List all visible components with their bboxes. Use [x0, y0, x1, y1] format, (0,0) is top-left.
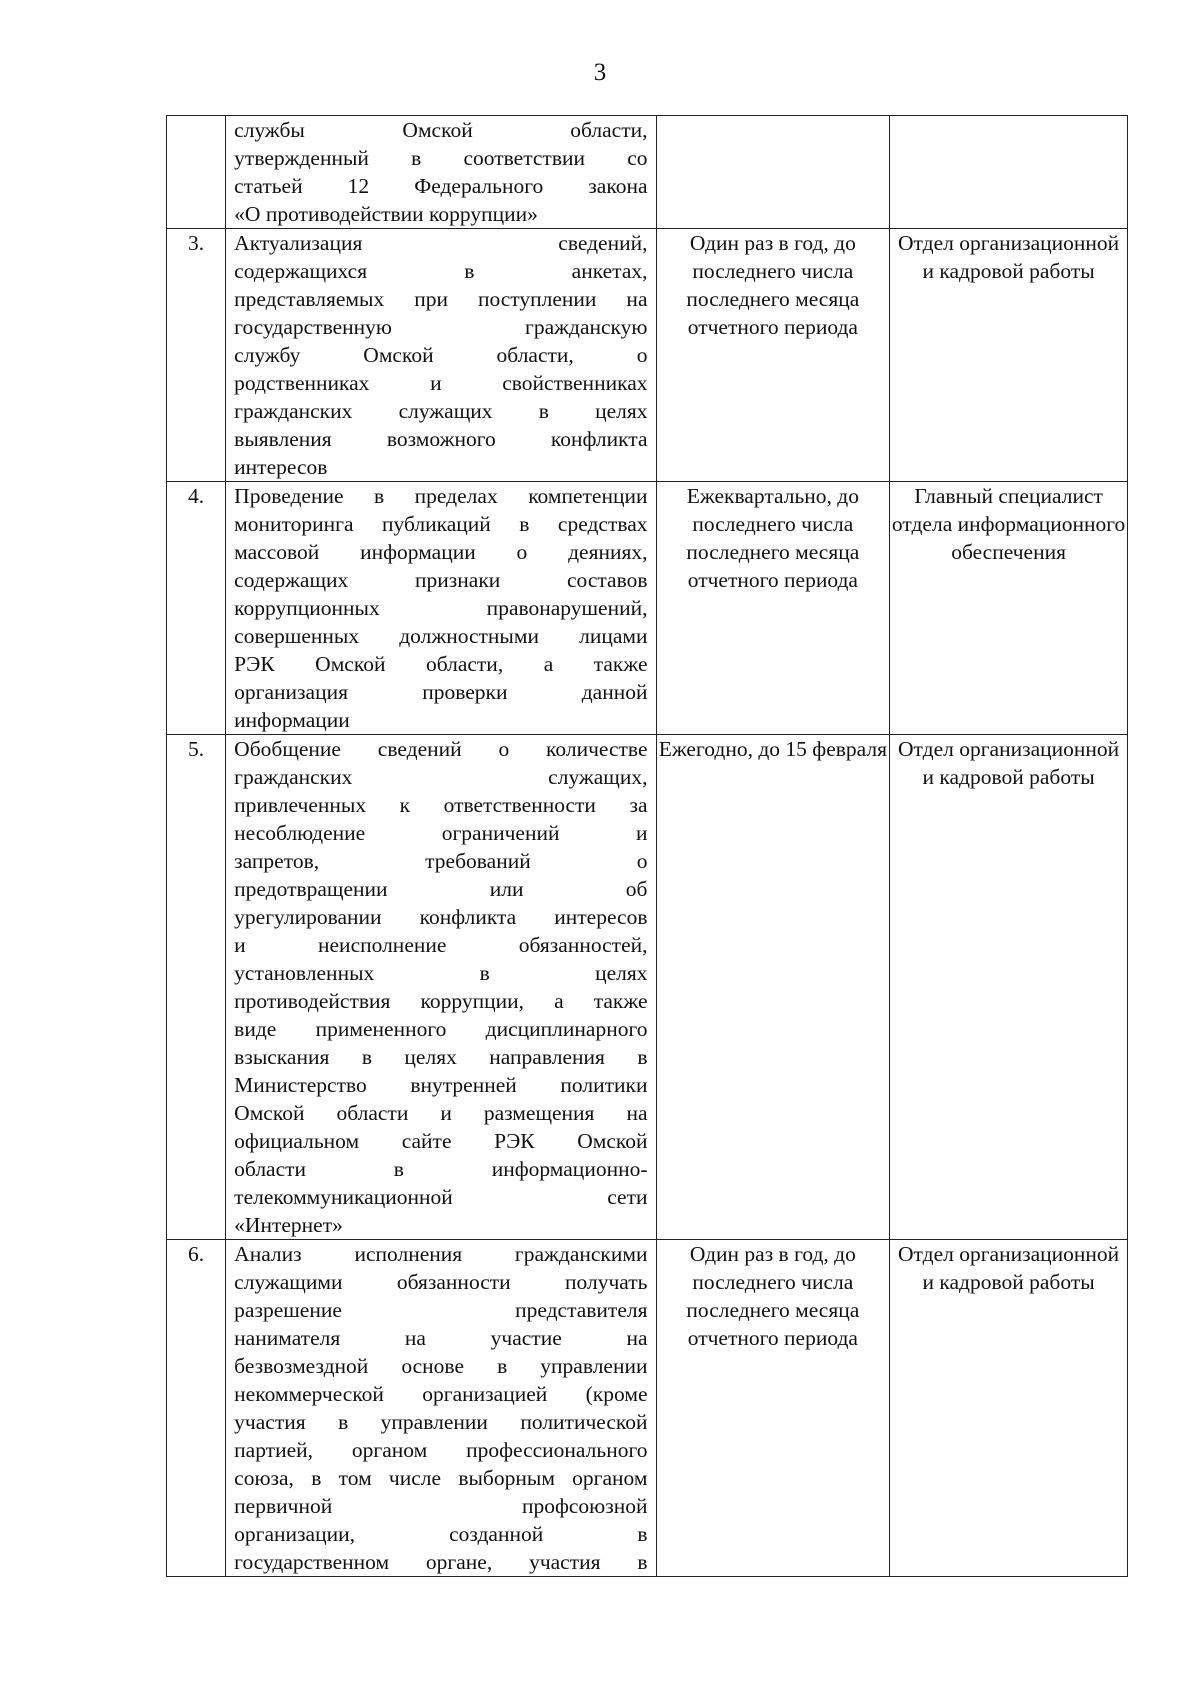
- description-line: безвозмездной основе в управлении: [234, 1354, 648, 1378]
- description-line: привлеченных к ответственности за: [234, 793, 648, 817]
- description-line: «О противодействии коррупции»: [234, 202, 538, 226]
- description-line: Министерство внутренней политики: [234, 1073, 648, 1097]
- description-line: служащими обязанности получать: [234, 1270, 648, 1294]
- description-line: выявления возможного конфликта: [234, 427, 648, 451]
- description-line: содержащих признаки составов: [234, 568, 648, 592]
- description-line: государственную гражданскую: [234, 315, 648, 339]
- row-number: 3.: [167, 229, 226, 482]
- description-line: организация проверки данной: [234, 680, 648, 704]
- description-line: Анализ исполнения гражданскими: [234, 1242, 648, 1266]
- measure-term: [656, 116, 890, 229]
- description-line: Актуализация сведений,: [234, 231, 648, 255]
- measures-table: [166, 115, 1128, 1577]
- measure-description: [226, 482, 656, 735]
- description-line: взыскания в целях направления в: [234, 1045, 648, 1069]
- description-line: нанимателя на участие на: [234, 1326, 648, 1350]
- description-line: Проведение в пределах компетенции: [234, 484, 648, 508]
- measure-term: Один раз в год, до последнего числа последнего месяца отчетного периода: [656, 229, 890, 482]
- description-line: несоблюдение ограничений и: [234, 821, 648, 845]
- measure-responsible: [890, 116, 1128, 229]
- description-line: и неисполнение обязанностей,: [234, 933, 648, 957]
- table-row: [167, 482, 1128, 735]
- measure-description: [226, 735, 656, 1240]
- description-line: союза, в том числе выборным органом: [234, 1466, 648, 1490]
- measure-description: [226, 1240, 656, 1577]
- row-number: 5.: [167, 735, 226, 1240]
- table-row: [167, 229, 1128, 482]
- row-number: 6.: [167, 1240, 226, 1577]
- measure-description: [226, 116, 656, 229]
- description-line: запретов, требований о: [234, 849, 648, 873]
- page-number: 3: [593, 59, 607, 86]
- description-line: службу Омской области, о: [234, 343, 648, 367]
- description-line: некоммерческой организацией (кроме: [234, 1382, 648, 1406]
- description-line: представляемых при поступлении на: [234, 287, 648, 311]
- description-line: информации: [234, 708, 350, 732]
- description-line: мониторинга публикаций в средствах: [234, 512, 648, 536]
- description-line: РЭК Омской области, а также: [234, 652, 648, 676]
- description-line: области в информационно-: [234, 1157, 648, 1181]
- measure-responsible: Отдел организационной и кадровой работы: [890, 735, 1128, 1240]
- description-line: Обобщение сведений о количестве: [234, 737, 648, 761]
- description-line: статьей 12 Федерального закона: [234, 174, 648, 198]
- description-line: организации, созданной в: [234, 1522, 648, 1546]
- description-line: разрешение представителя: [234, 1298, 648, 1322]
- measure-term: Ежеквартально, до последнего числа последнего месяца отчетного периода: [656, 482, 890, 735]
- description-line: гражданских служащих,: [234, 765, 648, 789]
- description-line: партией, органом профессионального: [234, 1438, 648, 1462]
- description-line: содержащихся в анкетах,: [234, 259, 648, 283]
- measure-description: [226, 229, 656, 482]
- table-row: [167, 116, 1128, 229]
- description-line: урегулировании конфликта интересов: [234, 905, 648, 929]
- description-line: совершенных должностными лицами: [234, 624, 648, 648]
- description-line: установленных в целях: [234, 961, 648, 985]
- measure-responsible: Главный специалист отдела информационного обеспечения: [890, 482, 1128, 735]
- table-row: [167, 1240, 1128, 1577]
- description-line: участия в управлении политической: [234, 1410, 648, 1434]
- description-line: официальном сайте РЭК Омской: [234, 1129, 648, 1153]
- description-line: интересов: [234, 455, 328, 479]
- measure-responsible: Отдел организационной и кадровой работы: [890, 229, 1128, 482]
- description-line: телекоммуникационной сети: [234, 1185, 648, 1209]
- row-number: [167, 116, 226, 229]
- description-line: службы Омской области,: [234, 118, 648, 142]
- measure-term: Один раз в год, до последнего числа последнего месяца отчетного периода: [656, 1240, 890, 1577]
- description-line: виде примененного дисциплинарного: [234, 1017, 648, 1041]
- description-line: Омской области и размещения на: [234, 1101, 648, 1125]
- row-number: 4.: [167, 482, 226, 735]
- measure-term: Ежегодно, до 15 февраля: [656, 735, 890, 1240]
- description-line: родственниках и свойственниках: [234, 371, 648, 395]
- description-line: «Интернет»: [234, 1213, 343, 1237]
- description-line: массовой информации о деяниях,: [234, 540, 648, 564]
- description-line: противодействия коррупции, а также: [234, 989, 648, 1013]
- description-line: гражданских служащих в целях: [234, 399, 648, 423]
- description-line: первичной профсоюзной: [234, 1494, 648, 1518]
- measures-table-body: [167, 116, 1128, 1577]
- measure-responsible: Отдел организационной и кадровой работы: [890, 1240, 1128, 1577]
- description-line: предотвращении или об: [234, 877, 648, 901]
- description-line: коррупционных правонарушений,: [234, 596, 648, 620]
- description-line: утвержденный в соответствии со: [234, 146, 648, 170]
- description-line: государственном органе, участия в: [234, 1550, 648, 1574]
- table-row: [167, 735, 1128, 1240]
